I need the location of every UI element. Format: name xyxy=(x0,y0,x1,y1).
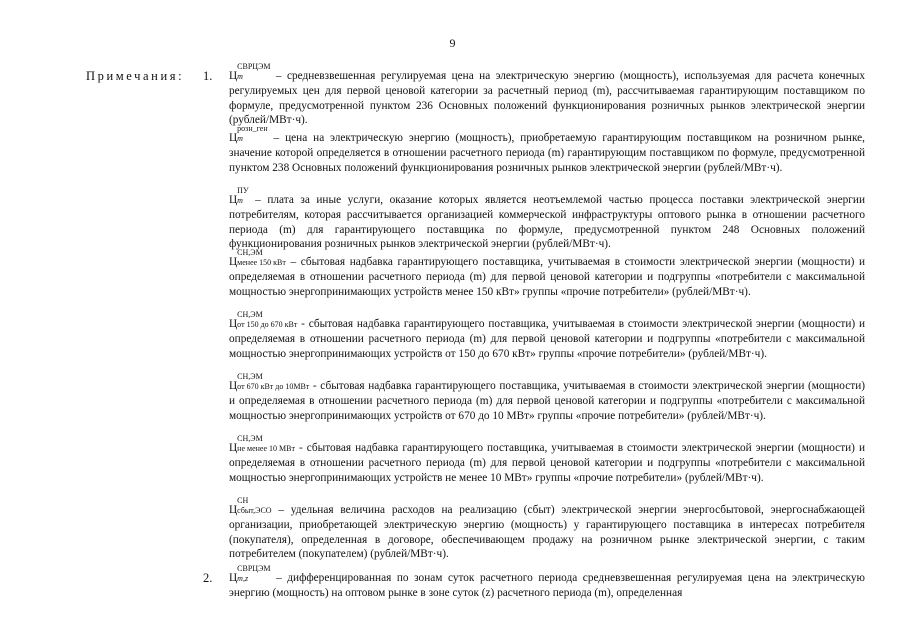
item-number-2: 2. xyxy=(203,571,213,585)
price-symbol: Ц розн_ген m xyxy=(229,124,268,144)
note-text: - сбытовая надбавка гарантирующего поставщика, учитываемая в стоимости электрической энергии (мощности) и определяемая в отношении расчетного периода (m) для первой ценовой категории и подгруппы «потребители с максимальной мощностью энергопринимающих устройств от 150 до 670 кВт» группы «прочие потребители» (рублей/МВт·ч). xyxy=(229,318,865,360)
note-text: – плата за иные услуги, оказание которых является неотъемлемой частью процесса поставки электрической энергии потребителям, которая рассчитывается организацией коммерческой инфраструктуры оптового рынка в отношении расчетного периода (m) для гарантирующего поставщика по формуле, предусмотренной пунктом 248 Основных положений функционирования розничных рынков электрической энергии (рублей/МВт·ч). xyxy=(229,194,866,251)
note-paragraph xyxy=(229,372,865,423)
note-paragraph xyxy=(229,124,865,175)
note-paragraph xyxy=(229,310,865,361)
note-text: – удельная величина расходов на реализацию (сбыт) электрической энергии энергосбытовой, энергоснабжающей организации, приобретающей электрическую энергию (мощность) у гарантирующего поставщика в интересах потребителя (покупателя), определенная в договоре, обеспечивающем продажу на розничном рынке электрической энергии, с таким потребителем (покупателем) (рублей/МВт·ч). xyxy=(229,504,865,561)
note-text: - сбытовая надбавка гарантирующего поставщика, учитываемая в стоимости электрической энергии (мощности) и определяемая в отношении расчетного периода (m) для первой ценовой категории и подгруппы «потребители с максимальной мощностью энергопринимающих устройств не менее 10 МВт» группы «прочие потребители» (рублей/МВт·ч). xyxy=(229,442,865,484)
price-symbol: Ц СН,ЭМ не менее 10 МВт xyxy=(229,434,295,454)
note-paragraph xyxy=(229,496,865,562)
price-symbol: Ц СН,ЭМ от 670 кВт до 10МВт xyxy=(229,372,310,392)
note-text: – дифференцированная по зонам суток расчетного периода средневзвешенная регулируемая цена на электрическую энергию (мощность) на оптовом рынке в зоне суток (z) расчетного периода (m), определенная xyxy=(229,572,865,599)
page-number: 9 xyxy=(449,36,456,50)
note-paragraph xyxy=(229,564,865,601)
price-symbol: Ц СВРЦЭМ m,z xyxy=(229,564,271,584)
price-symbol: Ц СН,ЭМ от 150 до 670 кВт xyxy=(229,310,298,330)
item-number-1: 1. xyxy=(203,69,213,83)
price-symbol: Ц ПУ m xyxy=(229,186,249,206)
note-text: – средневзвешенная регулируемая цена на электрическую энергию (мощность), используемая для расчета конечных регулируемых цен для первой ценовой категории за расчетный период (m), рассчитываемая гарантирующим поставщиком по формуле, предусмотренной пунктом 236 Основных положений функционирования розничных рынков электрической энергии (рублей/МВт·ч). xyxy=(229,70,866,127)
price-symbol: Ц СВРЦЭМ m xyxy=(229,62,271,82)
note-paragraph xyxy=(229,62,866,128)
note-paragraph xyxy=(229,434,865,485)
notes-label: Примечания: xyxy=(86,69,185,83)
price-symbol: Ц СН сбыт,ЭСО xyxy=(229,496,272,516)
price-symbol: Ц СН,ЭМ менее 150 кВт xyxy=(229,248,286,268)
note-text: – сбытовая надбавка гарантирующего поставщика, учитываемая в стоимости электрической энергии (мощности) и определяемая в отношении расчетного периода (m) для первой ценовой категории и подгруппы «потребители с максимальной мощностью энергопринимающих устройств менее 150 кВт» группы «прочие потребители» (рублей/МВт·ч). xyxy=(229,256,865,298)
note-paragraph xyxy=(229,186,866,252)
note-text: - сбытовая надбавка гарантирующего поставщика, учитываемая в стоимости электрической энергии (мощности) и определяемая в отношении расчетного периода (m) для первой ценовой категории и подгруппы «потребители с максимальной мощностью энергопринимающих устройств от 670 до 10 МВт» группы «прочие потребители» (рублей/МВт·ч). xyxy=(229,380,865,422)
note-paragraph xyxy=(229,248,865,299)
note-text: – цена на электрическую энергию (мощность), приобретаемую гарантирующим поставщиком на розничном рынке, значение которой определяется в отношении расчетного периода (m) гарантирующим поставщиком по формуле, предусмотренной пунктом 238 Основных положений функционирования розничных рынков электрической энергии (рублей/МВт·ч). xyxy=(229,132,865,174)
